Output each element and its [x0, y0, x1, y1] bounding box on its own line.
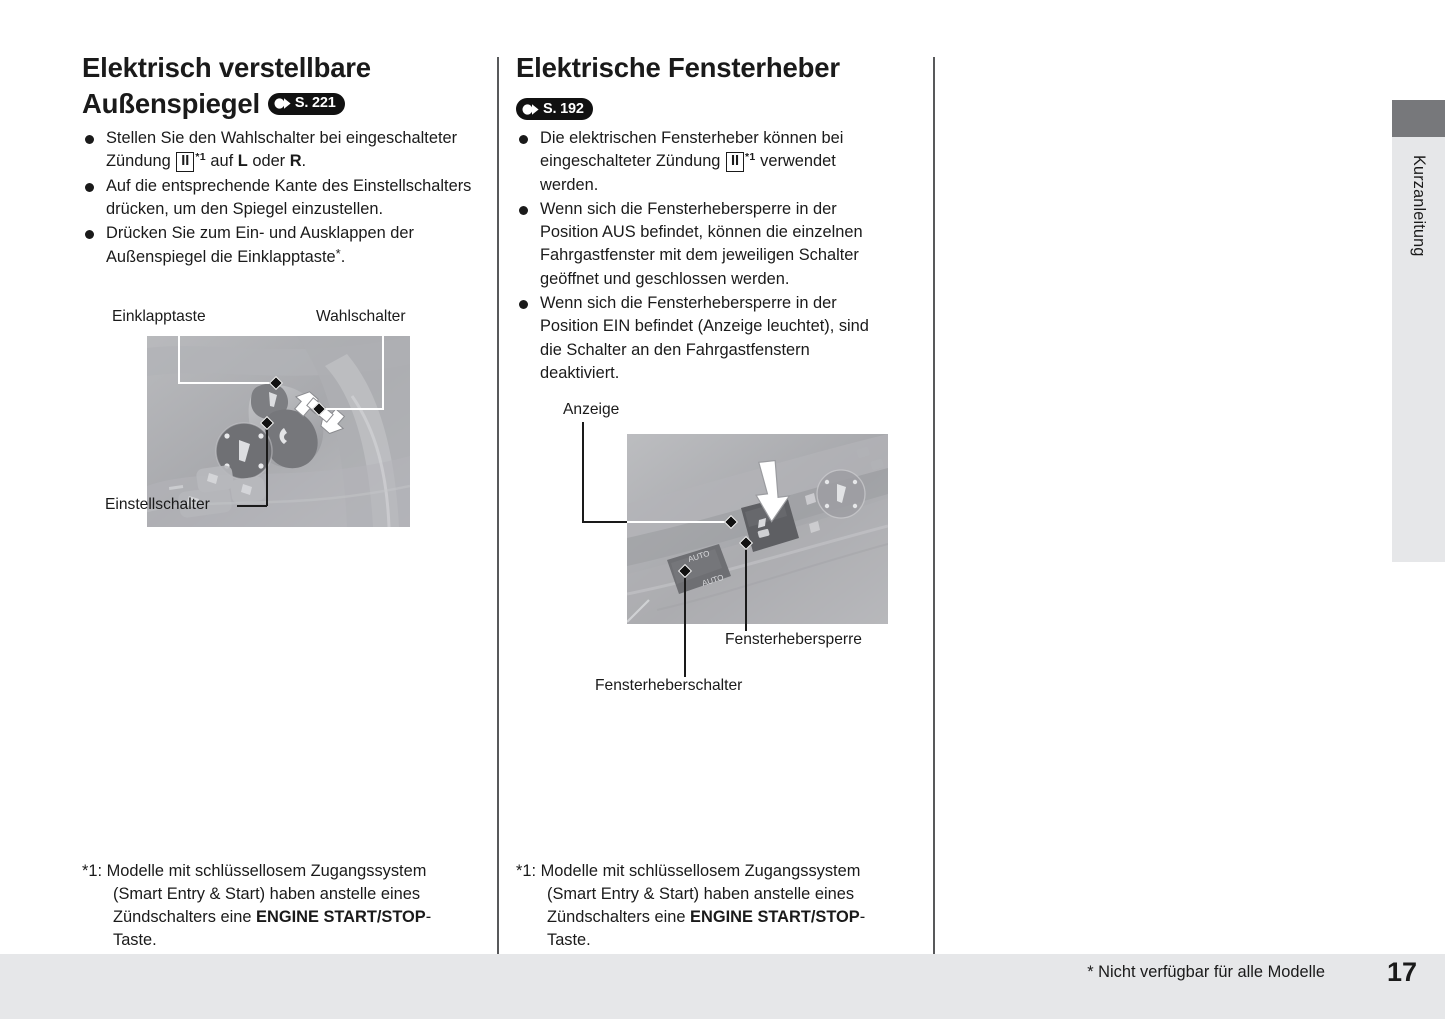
text: Auf die entsprechende Kante des Einstellschalters drücken, um den Spiegel einzustellen.	[106, 176, 472, 218]
left-bullet-list	[82, 127, 487, 271]
text: .	[340, 248, 346, 267]
availability-asterisk: *	[335, 246, 341, 262]
arrow-right-icon	[521, 103, 540, 116]
callout-label-fensterhebersperre: Fensterhebersperre	[725, 631, 862, 648]
leader-einklapptaste-horizontal	[178, 382, 276, 384]
list-item	[516, 198, 891, 291]
left-title-line2: Außenspiegel	[82, 88, 260, 120]
callout-label-einstellschalter: Einstellschalter	[105, 496, 210, 513]
text: .	[301, 152, 307, 171]
window-switch-illustration	[627, 434, 888, 624]
left-title-line1: Elektrisch verstellbare	[82, 52, 371, 83]
callout-label-einklapptaste: Einklapptaste	[112, 308, 206, 325]
list-item	[82, 222, 487, 270]
leader-einstellschalter-vertical	[266, 423, 268, 506]
left-page-title	[82, 50, 492, 123]
text: Stellen Sie den Wahlschalter bei eingeschalteter Zündung	[106, 129, 458, 171]
leader-anzeige-horizontal-outer	[582, 521, 628, 523]
list-item	[516, 127, 891, 197]
page-number: 17	[1386, 957, 1417, 987]
right-bullet-list	[516, 127, 891, 386]
list-item	[516, 292, 891, 385]
text: Die elektrischen Fensterheber können bei eingeschalteter Zündung	[540, 129, 844, 171]
left-page-reference-badge[interactable]	[268, 93, 345, 115]
right-footnote-line3	[547, 906, 916, 929]
left-footnote-line1: Modelle mit schlüssellosem Zugangssystem	[106, 862, 427, 880]
left-footnote-line3-post: -	[425, 907, 432, 926]
left-footnote-body	[82, 860, 482, 952]
right-footnote-line2: (Smart Entry & Start) haben anstelle eines	[547, 884, 855, 903]
right-reference-label: S. 192	[543, 101, 584, 117]
right-footnote-marker: *1:	[516, 862, 537, 880]
list-item	[82, 127, 487, 174]
text: verwendet werden.	[540, 152, 836, 194]
ignition-position-icon: II	[726, 152, 744, 171]
side-tab-text-wrap	[1392, 137, 1445, 562]
footnote-ref: *1	[745, 151, 756, 164]
left-footnote-line2: (Smart Entry & Start) haben anstelle eines	[113, 884, 421, 903]
list-item	[82, 175, 487, 222]
left-footnote-line3-pre: Zündschalters eine	[113, 907, 257, 926]
right-reference-wrap	[516, 98, 593, 121]
text: Wenn sich die Fensterhebersperre in der Position EIN befindet (Anzeige leuchtet), sind die Schalter an den Fahrgastfenstern deaktiviert.	[540, 294, 869, 382]
leader-einklapptaste-vertical	[178, 330, 180, 383]
right-page-reference-badge[interactable]	[516, 98, 593, 120]
emphasis: L	[237, 152, 248, 171]
right-figure	[516, 395, 926, 700]
right-footnote	[516, 860, 916, 952]
text: Wenn sich die Fensterhebersperre in der Position AUS befindet, können die einzelnen Fahrgastfenster mit dem jeweiligen Schalter geöffnet und geschlossen werden.	[540, 199, 863, 288]
callout-label-fensterheberschalter: Fensterheberschalter	[595, 677, 743, 694]
callout-label-wahlschalter: Wahlschalter	[316, 308, 406, 325]
footer-availability-note: * Nicht verfügbar für alle Modelle	[1087, 963, 1325, 981]
right-figure-photo	[627, 434, 888, 624]
side-tab-cap	[1392, 100, 1445, 137]
left-footnote-engine-start-stop: ENGINE START/STOP	[256, 907, 426, 926]
leader-wahlschalter-vertical	[382, 330, 384, 410]
right-footnote-line3-pre: Zündschalters eine	[547, 907, 691, 926]
svg-text:AUTO: AUTO	[700, 572, 725, 588]
emphasis: R	[289, 152, 302, 171]
leader-wahlschalter-horizontal	[320, 408, 383, 410]
leader-einstellschalter-horizontal	[237, 505, 267, 507]
text: auf	[205, 152, 238, 171]
left-footnote-line3	[113, 906, 482, 929]
arrow-right-icon	[273, 97, 292, 110]
left-footnote-marker: *1:	[82, 862, 103, 880]
right-footnote-body	[516, 860, 916, 952]
callout-label-anzeige: Anzeige	[563, 401, 620, 418]
ignition-position-icon: II	[176, 152, 194, 171]
left-footnote	[82, 860, 482, 952]
leader-fensterhebersperre-vertical	[745, 543, 747, 631]
left-reference-label: S. 221	[294, 95, 336, 112]
chapter-side-tab[interactable]	[1392, 100, 1445, 562]
leader-fensterheberschalter-vertical	[684, 571, 686, 677]
right-footnote-line4: Taste.	[547, 930, 591, 949]
side-tab-label: Kurzanleitung	[1410, 155, 1428, 257]
right-title-line1: Elektrische Fensterheber	[516, 52, 840, 83]
right-footnote-line1: Modelle mit schlüssellosem Zugangssystem	[540, 862, 861, 880]
right-footnote-engine-start-stop: ENGINE START/STOP	[690, 907, 860, 926]
right-page-title	[516, 50, 926, 86]
right-footnote-line3-post: -	[859, 907, 866, 926]
left-figure	[82, 300, 482, 530]
text: oder	[247, 152, 290, 171]
leader-anzeige-vertical	[582, 422, 584, 522]
svg-text:AUTO: AUTO	[686, 548, 711, 564]
column-divider-right	[933, 57, 935, 955]
text: Drücken Sie zum Ein- und Ausklappen der Außenspiegel die Einklapptaste	[106, 224, 414, 267]
leader-anzeige-horizontal-inner	[627, 521, 730, 523]
footnote-ref: *1	[195, 151, 206, 164]
left-footnote-line4: Taste.	[113, 930, 157, 949]
column-divider-middle	[497, 57, 499, 955]
